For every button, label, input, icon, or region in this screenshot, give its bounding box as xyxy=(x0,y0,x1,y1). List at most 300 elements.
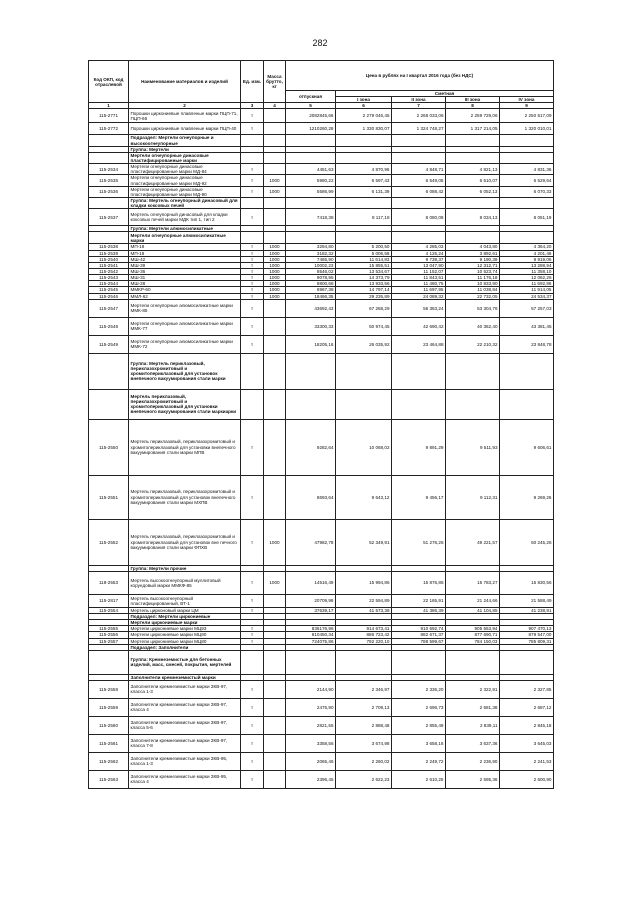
item-zone4-price: 2 327,85 xyxy=(500,680,554,698)
item-zone1-price: 14 373,79 xyxy=(336,275,392,281)
item-unit: т xyxy=(241,256,264,262)
empty-cell xyxy=(336,389,392,419)
item-name: Мертели циркониевые марки МЦ93 xyxy=(129,626,241,632)
item-name: ММЛ-62 xyxy=(129,293,241,299)
item-zone1-price: 11 614,83 xyxy=(336,256,392,262)
item-zone3-price: 49 221,57 xyxy=(446,519,500,565)
item-zone1-price: 52 349,91 xyxy=(336,519,392,565)
item-zone1-price: 5 006,58 xyxy=(336,250,392,256)
empty-cell xyxy=(241,232,264,244)
item-name: Мертель периклазовый, периклазохромитовый и хромитопериклазовый для установок вне печного вакуумирования стали марки ФПХВ xyxy=(129,519,241,565)
empty-cell xyxy=(392,353,446,389)
item-unit: т xyxy=(241,680,264,698)
table-row xyxy=(89,335,554,353)
empty-cell xyxy=(336,353,392,389)
item-zone2-price: 4 848,71 xyxy=(392,164,446,175)
item-release-price: 3358,56 xyxy=(286,734,336,752)
item-zone2-price: 42 690,42 xyxy=(392,317,446,335)
item-zone2-price: 6 549,05 xyxy=(392,175,446,186)
item-zone3-price: 2 322,91 xyxy=(446,680,500,698)
item-unit: т xyxy=(241,770,264,788)
item-zone4-price: 43 381,45 xyxy=(500,317,554,335)
item-name: Мертель огнеупорный динасовый для кладки коксовых печей марки МДК тип 1, тип 2 xyxy=(129,209,241,226)
item-unit: т xyxy=(241,109,264,123)
table-row xyxy=(89,752,554,770)
header-release: отпускная xyxy=(286,91,336,103)
item-release-price: 7418,38 xyxy=(286,209,336,226)
empty-cell xyxy=(89,353,129,389)
item-mass xyxy=(264,209,286,226)
item-unit: т xyxy=(241,287,264,293)
item-zone4-price: 8 051,19 xyxy=(500,209,554,226)
header-zone4: IV зона xyxy=(500,97,554,103)
header-price-title: Цена в рублях на I квартал 2016 года (без НДС) xyxy=(286,61,554,91)
item-zone4-price: 23 848,78 xyxy=(500,335,554,353)
empty-cell xyxy=(446,650,500,674)
item-code: 115-2542 xyxy=(89,268,129,274)
item-name: МП-18 xyxy=(129,244,241,250)
item-zone4-price: 41 238,91 xyxy=(500,607,554,613)
item-release-price: 10002,23 xyxy=(286,262,336,268)
empty-cell xyxy=(500,152,554,163)
empty-cell xyxy=(241,197,264,208)
empty-cell xyxy=(500,389,554,419)
empty-cell xyxy=(241,353,264,389)
item-name: Мертели огнеупорные динасовые пластифицированные марки МД-92 xyxy=(129,175,241,186)
subsection-row xyxy=(89,135,554,146)
item-zone4-price: 11 692,86 xyxy=(500,281,554,287)
item-zone3-price: 9 112,31 xyxy=(446,475,500,519)
item-zone1-price: 13 534,67 xyxy=(336,268,392,274)
item-zone4-price: 879 547,00 xyxy=(500,632,554,638)
item-mass: 1000 xyxy=(264,186,286,197)
item-release-price: 724075,86 xyxy=(286,638,336,644)
item-zone1-price: 67 268,29 xyxy=(336,299,392,317)
item-code: 115-2537 xyxy=(89,209,129,226)
subsection-title: Заполнители кремнеземистый марки xyxy=(129,674,241,680)
item-name: Заполнители кремнеземистые марки ЗКВ-95, класса 1-3 xyxy=(129,752,241,770)
item-name: МП-18 xyxy=(129,250,241,256)
empty-cell xyxy=(500,650,554,674)
item-mass xyxy=(264,752,286,770)
item-release-price: 47982,78 xyxy=(286,519,336,565)
item-zone3-price: 11 038,84 xyxy=(446,287,500,293)
empty-cell xyxy=(336,152,392,163)
item-zone4-price: 6 529,64 xyxy=(500,175,554,186)
item-code: 115-2545 xyxy=(89,287,129,293)
item-release-price: 14516,49 xyxy=(286,571,336,594)
item-zone3-price: 22 732,05 xyxy=(446,293,500,299)
item-release-price: 2082845,66 xyxy=(286,109,336,123)
item-mass xyxy=(264,109,286,123)
item-name: Мертели циркониевые марки МЦ80 xyxy=(129,638,241,644)
col-number: 3 xyxy=(241,103,264,109)
item-zone1-price: 886 723,42 xyxy=(336,632,392,638)
empty-cell xyxy=(392,650,446,674)
item-code: 115-2561 xyxy=(89,734,129,752)
item-code: 115-2546 xyxy=(89,293,129,299)
item-release-price: 43692,43 xyxy=(286,299,336,317)
item-release-price: 2065,46 xyxy=(286,752,336,770)
item-zone2-price: 8 080,09 xyxy=(392,209,446,226)
table-row xyxy=(89,716,554,734)
col-number: 5 xyxy=(286,103,336,109)
item-name: МШ-28 xyxy=(129,281,241,287)
item-release-price: 3294,80 xyxy=(286,244,336,250)
empty-cell xyxy=(286,152,336,163)
item-name: Мертель высокоогнеупорный муллитовый корундовый марки ММКФ-85 xyxy=(129,571,241,594)
item-zone4-price: 21 588,49 xyxy=(500,594,554,607)
item-release-price: 9078,95 xyxy=(286,275,336,281)
item-zone4-price: 1 320 010,01 xyxy=(500,123,554,135)
item-zone2-price: 41 386,39 xyxy=(392,607,446,613)
table-row xyxy=(89,186,554,197)
empty-cell xyxy=(336,650,392,674)
header-name: Наименование материалов и изделий xyxy=(129,61,241,103)
item-zone1-price: 15 994,86 xyxy=(336,571,392,594)
col-number: 4 xyxy=(264,103,286,109)
item-mass: 1000 xyxy=(264,175,286,186)
item-code: 115-2558 xyxy=(89,680,129,698)
item-code: 115-2541 xyxy=(89,262,129,268)
item-zone2-price: 15 876,85 xyxy=(392,571,446,594)
group-title: Группа: Мертели алюмосиликатные xyxy=(129,226,241,232)
item-zone1-price: 2 279 046,45 xyxy=(336,109,392,123)
item-release-price: 37639,17 xyxy=(286,607,336,613)
item-release-price: 5980,22 xyxy=(286,175,336,186)
subsection-title: Мертели огнеупорные алюмосиликатные марки xyxy=(129,232,241,244)
subsection-title: Мертели циркониевые марки xyxy=(129,620,241,626)
item-code: 115-2556 xyxy=(89,632,129,638)
empty-cell xyxy=(446,197,500,208)
item-name: Мертели огнеупорные динасовые пластифицированные марки МД-84 xyxy=(129,164,241,175)
empty-cell xyxy=(500,135,554,146)
empty-cell xyxy=(89,650,129,674)
item-zone1-price: 22 594,89 xyxy=(336,594,392,607)
item-release-price: 6967,38 xyxy=(286,287,336,293)
item-zone3-price: 2 681,38 xyxy=(446,698,500,716)
subsection-row xyxy=(89,389,554,419)
item-zone3-price: 1 317 214,05 xyxy=(446,123,500,135)
item-zone3-price: 21 244,66 xyxy=(446,594,500,607)
empty-cell xyxy=(89,152,129,163)
item-zone2-price: 2 268 033,06 xyxy=(392,109,446,123)
item-zone3-price: 905 553,94 xyxy=(446,626,500,632)
table-row xyxy=(89,571,554,594)
item-name: Мертели циркониевые марки МЦ90 xyxy=(129,632,241,638)
item-mass xyxy=(264,716,286,734)
item-zone2-price: 9 739,37 xyxy=(392,256,446,262)
item-zone4-price: 2 845,18 xyxy=(500,716,554,734)
item-zone1-price: 8 117,18 xyxy=(336,209,392,226)
item-mass: 1000 xyxy=(264,571,286,594)
header-zone3: III зона xyxy=(446,97,500,103)
item-name: Мертель высокоогнеупорный пластифицированный, ВТ-1 xyxy=(129,594,241,607)
empty-cell xyxy=(286,197,336,208)
col-number: 9 xyxy=(500,103,554,109)
item-mass xyxy=(264,317,286,335)
item-unit: т xyxy=(241,519,264,565)
item-release-price: 8800,68 xyxy=(286,281,336,287)
item-zone3-price: 2 839,11 xyxy=(446,716,500,734)
item-release-price: 5586,99 xyxy=(286,186,336,197)
empty-cell xyxy=(241,389,264,419)
item-zone1-price: 14 797,14 xyxy=(336,287,392,293)
item-code: 115-2550 xyxy=(89,419,129,475)
item-zone3-price: 9 511,93 xyxy=(446,419,500,475)
empty-cell xyxy=(336,232,392,244)
empty-cell xyxy=(446,135,500,146)
subsection-row xyxy=(89,232,554,244)
subsection-title: Подраздел: Мертели циркониевые xyxy=(129,613,241,619)
item-code: 115-2551 xyxy=(89,475,129,519)
empty-cell xyxy=(89,197,129,208)
empty-cell xyxy=(500,353,554,389)
table-row xyxy=(89,519,554,565)
col-number: 6 xyxy=(336,103,392,109)
item-unit: т xyxy=(241,571,264,594)
item-zone3-price: 9 190,39 xyxy=(446,256,500,262)
item-zone2-price: 788 599,67 xyxy=(392,638,446,644)
item-release-price: 20709,98 xyxy=(286,594,336,607)
item-unit: т xyxy=(241,209,264,226)
item-mass: 1000 xyxy=(264,268,286,274)
item-unit: т xyxy=(241,293,264,299)
item-mass xyxy=(264,123,286,135)
empty-cell xyxy=(286,389,336,419)
page-number: 282 xyxy=(312,38,328,48)
item-zone4-price: 15 830,56 xyxy=(500,571,554,594)
table-row xyxy=(89,419,554,475)
table-row xyxy=(89,164,554,175)
item-zone2-price: 882 671,37 xyxy=(392,632,446,638)
item-zone3-price: 4 043,80 xyxy=(446,244,500,250)
item-name: Заполнители кремнеземистые марки ЗКВ-97, класса 7-8 xyxy=(129,734,241,752)
item-code: 115-2540 xyxy=(89,256,129,262)
item-code: 115-2771 xyxy=(89,109,129,123)
item-mass: 1000 xyxy=(264,519,286,565)
item-zone3-price: 53 304,76 xyxy=(446,299,500,317)
item-zone4-price: 907 470,13 xyxy=(500,626,554,632)
item-zone2-price: 9 891,29 xyxy=(392,419,446,475)
item-code: 115-2560 xyxy=(89,716,129,734)
item-unit: т xyxy=(241,335,264,353)
item-zone4-price: 50 245,26 xyxy=(500,519,554,565)
item-zone4-price: 11 358,10 xyxy=(500,268,554,274)
item-unit: т xyxy=(241,638,264,644)
item-mass xyxy=(264,335,286,353)
item-unit: т xyxy=(241,698,264,716)
item-unit: т xyxy=(241,419,264,475)
item-zone2-price: 13 047,90 xyxy=(392,262,446,268)
item-mass xyxy=(264,734,286,752)
item-zone1-price: 2 260,02 xyxy=(336,752,392,770)
empty-cell xyxy=(89,135,129,146)
subsection-row xyxy=(89,152,554,163)
item-zone2-price: 1 324 748,27 xyxy=(392,123,446,135)
item-zone1-price: 15 855,51 xyxy=(336,262,392,268)
item-zone4-price: 9 269,26 xyxy=(500,475,554,519)
item-zone2-price: 2 855,49 xyxy=(392,716,446,734)
item-zone1-price: 10 068,02 xyxy=(336,419,392,475)
item-release-price: 2396,45 xyxy=(286,770,336,788)
item-zone1-price: 792 220,10 xyxy=(336,638,392,644)
empty-cell xyxy=(286,232,336,244)
item-code: 115-2559 xyxy=(89,698,129,716)
item-zone4-price: 785 809,31 xyxy=(500,638,554,644)
col-number: 1 xyxy=(89,103,129,109)
item-name: МШ-42 xyxy=(129,256,241,262)
empty-cell xyxy=(500,232,554,244)
col-number: 7 xyxy=(392,103,446,109)
item-zone4-price: 57 257,03 xyxy=(500,299,554,317)
item-zone3-price: 22 210,32 xyxy=(446,335,500,353)
item-zone4-price: 4 831,36 xyxy=(500,164,554,175)
item-code: 115-2535 xyxy=(89,175,129,186)
item-zone4-price: 3 645,03 xyxy=(500,734,554,752)
empty-cell xyxy=(264,135,286,146)
item-release-price: 1210260,28 xyxy=(286,123,336,135)
item-unit: т xyxy=(241,175,264,186)
empty-cell xyxy=(241,152,264,163)
item-mass: 1000 xyxy=(264,256,286,262)
item-zone1-price: 9 643,12 xyxy=(336,475,392,519)
header-estimate: Сметная xyxy=(336,91,554,97)
item-zone2-price: 2 696,73 xyxy=(392,698,446,716)
price-table xyxy=(88,60,554,789)
item-zone3-price: 2 259 729,06 xyxy=(446,109,500,123)
item-unit: т xyxy=(241,262,264,268)
item-zone1-price: 6 131,39 xyxy=(336,186,392,197)
empty-cell xyxy=(89,389,129,419)
item-code: 115-2544 xyxy=(89,281,129,287)
empty-cell xyxy=(500,197,554,208)
item-code: 115-2547 xyxy=(89,299,129,317)
empty-cell xyxy=(336,197,392,208)
item-zone1-price: 2 346,97 xyxy=(336,680,392,698)
item-mass: 1000 xyxy=(264,281,286,287)
header-code: Код ОКП, код отраслевой xyxy=(89,61,129,103)
empty-cell xyxy=(392,197,446,208)
empty-cell xyxy=(446,152,500,163)
item-zone3-price: 10 523,74 xyxy=(446,268,500,274)
item-release-price: 18205,16 xyxy=(286,335,336,353)
item-zone1-price: 2 888,48 xyxy=(336,716,392,734)
item-unit: т xyxy=(241,268,264,274)
item-code: 115-2817 xyxy=(89,594,129,607)
item-release-price: 2475,90 xyxy=(286,698,336,716)
item-zone4-price: 9 606,61 xyxy=(500,419,554,475)
item-unit: т xyxy=(241,716,264,734)
empty-cell xyxy=(392,389,446,419)
table-row xyxy=(89,734,554,752)
item-release-price: 2821,55 xyxy=(286,716,336,734)
empty-cell xyxy=(392,152,446,163)
item-zone4-price: 2 241,53 xyxy=(500,752,554,770)
item-name: Мертель периклазовый, периклазохромитовый и хромитопериклазовый для установок внепечного вакуумирования стали марки МХПВ xyxy=(129,475,241,519)
item-unit: т xyxy=(241,734,264,752)
empty-cell xyxy=(241,650,264,674)
empty-cell xyxy=(446,353,500,389)
item-release-price: 8546,02 xyxy=(286,268,336,274)
subsection-title: Подраздел: Мертели огнеупорные и высокоогнеупорные xyxy=(129,135,241,146)
empty-cell xyxy=(264,152,286,163)
item-release-price: 836176,96 xyxy=(286,626,336,632)
subsection-title: Мертели огнеупорные динасовые пластифицированные марки xyxy=(129,152,241,163)
item-unit: т xyxy=(241,632,264,638)
header-row-1 xyxy=(89,61,554,91)
table-row xyxy=(89,680,554,698)
item-name: Мертели огнеупорные алюмосиликатные марки ММК-85 xyxy=(129,299,241,317)
item-name: Мертель цирконовый марки ЦМ xyxy=(129,607,241,613)
item-mass xyxy=(264,475,286,519)
item-zone3-price: 877 690,71 xyxy=(446,632,500,638)
item-code: 115-2557 xyxy=(89,638,129,644)
item-zone3-price: 6 510,07 xyxy=(446,175,500,186)
item-name: Заполнители кремнеземистые марки ЗКВ-97, класса 5-6 xyxy=(129,716,241,734)
item-zone4-price: 2 250 517,09 xyxy=(500,109,554,123)
item-release-price: 8693,64 xyxy=(286,475,336,519)
table-row xyxy=(89,594,554,607)
item-name: Заполнители кремнеземистые марки ЗКВ-97, класса 1-3 xyxy=(129,680,241,698)
item-code: 115-2538 xyxy=(89,244,129,250)
empty-cell xyxy=(392,135,446,146)
table-row xyxy=(89,638,554,644)
empty-cell xyxy=(392,232,446,244)
item-mass: 1000 xyxy=(264,250,286,256)
item-code: 115-2536 xyxy=(89,186,129,197)
group-row xyxy=(89,197,554,208)
item-zone2-price: 11 697,95 xyxy=(392,287,446,293)
item-unit: т xyxy=(241,244,264,250)
subsection-title: Мертель периклазовый, периклазохромитовый и хромитопериклазовый для установки внепечного вакуумирования стали маркиарки xyxy=(129,389,241,419)
item-zone4-price: 4 201,46 xyxy=(500,250,554,256)
item-zone2-price: 51 276,26 xyxy=(392,519,446,565)
item-release-price: 33300,33 xyxy=(286,317,336,335)
item-unit: т xyxy=(241,317,264,335)
item-zone1-price: 41 573,38 xyxy=(336,607,392,613)
item-zone3-price: 3 892,61 xyxy=(446,250,500,256)
empty-cell xyxy=(286,650,336,674)
group-title: Группа: Кремнеземистые для бетонных изделий, масс, смесей, покрытия, мертелей xyxy=(129,650,241,674)
item-code: 115-2552 xyxy=(89,519,129,565)
item-code: 115-2548 xyxy=(89,317,129,335)
item-zone2-price: 910 692,74 xyxy=(392,626,446,632)
item-mass xyxy=(264,770,286,788)
item-zone2-price: 9 456,17 xyxy=(392,475,446,519)
item-zone1-price: 3 674,98 xyxy=(336,734,392,752)
item-mass xyxy=(264,164,286,175)
item-name: Мертели огнеупорные алюмосиликатные марки ММК-77 xyxy=(129,317,241,335)
item-mass: 1000 xyxy=(264,262,286,268)
item-unit: т xyxy=(241,275,264,281)
item-code: 115-2562 xyxy=(89,752,129,770)
table-row xyxy=(89,607,554,613)
empty-cell xyxy=(286,353,336,389)
empty-cell xyxy=(89,232,129,244)
item-zone2-price: 11 152,07 xyxy=(392,268,446,274)
item-zone1-price: 13 933,56 xyxy=(336,281,392,287)
item-release-price: 810450,34 xyxy=(286,632,336,638)
item-code: 115-2772 xyxy=(89,123,129,135)
item-zone2-price: 2 610,25 xyxy=(392,770,446,788)
item-name: Порошки циркониевые плавленые марки ПЦП-40 xyxy=(129,123,241,135)
item-mass: 1000 xyxy=(264,293,286,299)
item-unit: т xyxy=(241,607,264,613)
item-zone3-price: 3 637,36 xyxy=(446,734,500,752)
item-zone2-price: 22 165,91 xyxy=(392,594,446,607)
table-row xyxy=(89,209,554,226)
